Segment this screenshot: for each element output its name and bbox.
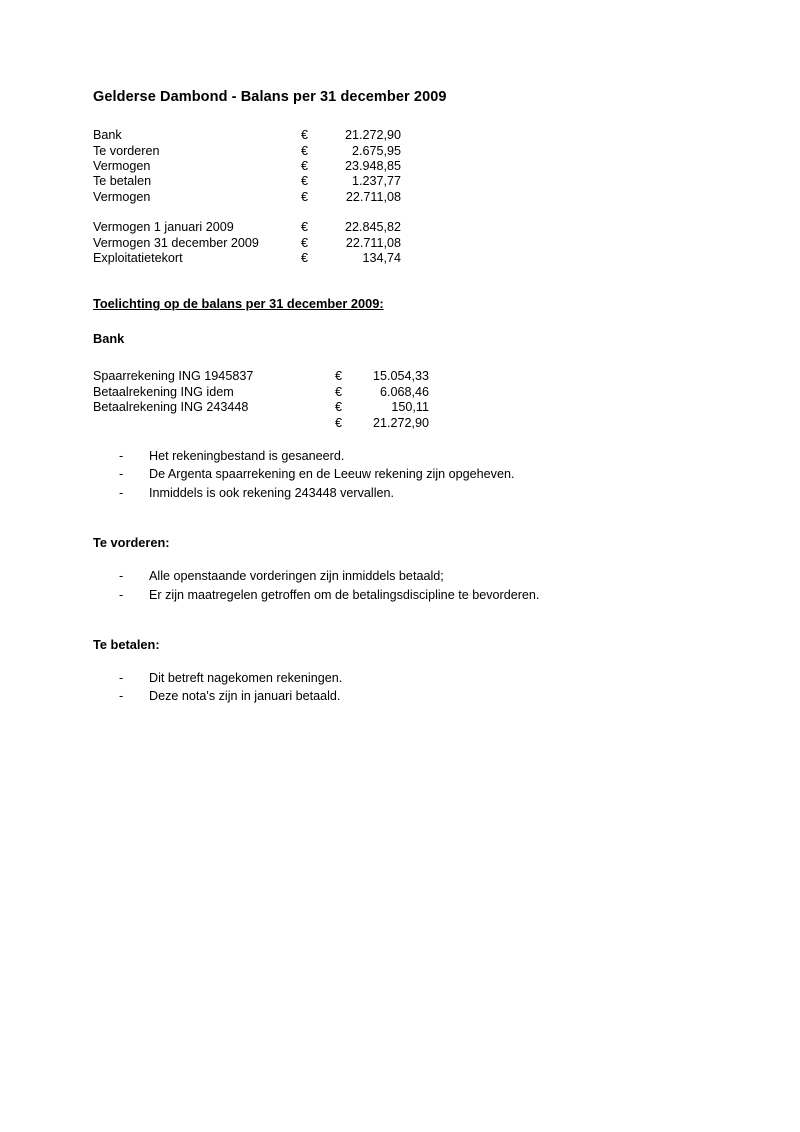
list-item <box>93 484 713 502</box>
te-vorderen-notes-list <box>93 567 713 604</box>
list-item-text: Het rekeningbestand is gesaneerd. <box>149 449 345 463</box>
spacer <box>93 205 713 220</box>
list-item <box>93 586 713 604</box>
table-row <box>93 174 713 189</box>
row-label: Spaarrekening ING 1945837 <box>93 369 254 384</box>
bank-table <box>93 369 713 431</box>
row-currency: € <box>335 415 343 430</box>
sub-heading-te-betalen: Te betalen: <box>93 637 160 653</box>
row-amount: 6.068,46 <box>379 384 429 399</box>
row-label: Te betalen <box>93 174 152 189</box>
te-betalen-notes-list <box>93 669 713 706</box>
row-amount: 22.711,08 <box>345 189 401 204</box>
table-row <box>93 144 713 159</box>
spacer <box>93 431 713 447</box>
list-item-text: Er zijn maatregelen getroffen om de betalingsdiscipline te bevorderen. <box>149 587 540 602</box>
row-currency: € <box>301 174 309 189</box>
bullet-marker: - <box>119 449 124 463</box>
balance-table <box>93 128 713 266</box>
table-row <box>93 220 713 235</box>
row-label <box>93 416 335 431</box>
row-currency: € <box>301 250 309 265</box>
list-item-text: Inmiddels is ook rekening 243448 vervallen. <box>149 485 395 500</box>
list-item-text: Deze nota's zijn in januari betaald. <box>149 689 341 704</box>
list-item <box>93 567 713 585</box>
row-amount: 1.237,77 <box>351 174 401 189</box>
row-currency: € <box>301 189 309 204</box>
row-label: Te vorderen <box>93 143 160 158</box>
document-body <box>93 88 713 706</box>
bullet-marker: - <box>119 671 124 686</box>
row-amount: 23.948,85 <box>344 158 401 173</box>
table-row <box>93 251 713 266</box>
table-row <box>93 385 713 400</box>
row-label: Vermogen <box>93 189 151 204</box>
row-amount: 21.272,90 <box>344 128 401 143</box>
row-amount: 150,11 <box>391 400 429 415</box>
row-label: Vermogen <box>93 158 151 173</box>
bullet-marker: - <box>119 587 124 602</box>
list-item <box>93 447 713 465</box>
row-label: Exploitatietekort <box>93 250 183 265</box>
spacer <box>93 312 713 331</box>
sub-heading-te-vorderen: Te vorderen: <box>93 535 170 551</box>
row-currency: € <box>301 235 309 250</box>
bullet-marker: - <box>119 689 124 704</box>
list-item <box>93 687 713 705</box>
row-label: Betaalrekening ING idem <box>93 384 234 399</box>
spacer <box>93 653 713 669</box>
list-item-text: De Argenta spaarrekening en de Leeuw rekening zijn opgeheven. <box>149 467 515 482</box>
bullet-marker: - <box>119 467 124 482</box>
row-currency: € <box>301 143 309 158</box>
row-amount: 21.272,90 <box>372 415 429 430</box>
table-row <box>93 400 713 415</box>
row-currency: € <box>335 384 343 399</box>
section-heading-toelichting: Toelichting op de balans per 31 december 2009: <box>93 296 384 312</box>
bank-notes-list <box>93 447 713 502</box>
row-currency: € <box>301 128 309 143</box>
row-amount: 2.675,95 <box>351 143 401 158</box>
sub-heading-bank: Bank <box>93 331 125 347</box>
row-amount: 22.711,08 <box>345 235 401 250</box>
row-label: Betaalrekening ING 243448 <box>93 400 249 415</box>
list-item-text: Dit betreft nagekomen rekeningen. <box>149 671 343 686</box>
spacer <box>93 604 713 637</box>
row-amount: 134,74 <box>362 250 401 265</box>
row-currency: € <box>301 158 309 173</box>
row-currency: € <box>335 400 343 415</box>
table-row <box>93 128 713 143</box>
spacer <box>93 502 713 535</box>
row-amount: 22.845,82 <box>344 220 401 235</box>
list-item <box>93 465 713 483</box>
spacer <box>93 347 713 369</box>
row-currency: € <box>335 369 343 384</box>
table-row <box>93 159 713 174</box>
bullet-marker: - <box>119 485 124 500</box>
table-row-total <box>93 416 713 431</box>
list-item-text: Alle openstaande vorderingen zijn inmiddels betaald; <box>149 569 444 584</box>
bullet-marker: - <box>119 569 124 584</box>
table-row <box>93 190 713 205</box>
row-amount: 15.054,33 <box>372 369 429 384</box>
table-row <box>93 236 713 251</box>
page-title: Gelderse Dambond - Balans per 31 december 2009 <box>93 89 447 105</box>
spacer <box>93 551 713 567</box>
row-label: Bank <box>93 128 122 143</box>
row-label: Vermogen 31 december 2009 <box>93 235 259 250</box>
table-row <box>93 369 713 384</box>
spacer <box>93 266 713 296</box>
row-label: Vermogen 1 januari 2009 <box>93 220 234 235</box>
row-currency: € <box>301 220 309 235</box>
list-item <box>93 669 713 687</box>
